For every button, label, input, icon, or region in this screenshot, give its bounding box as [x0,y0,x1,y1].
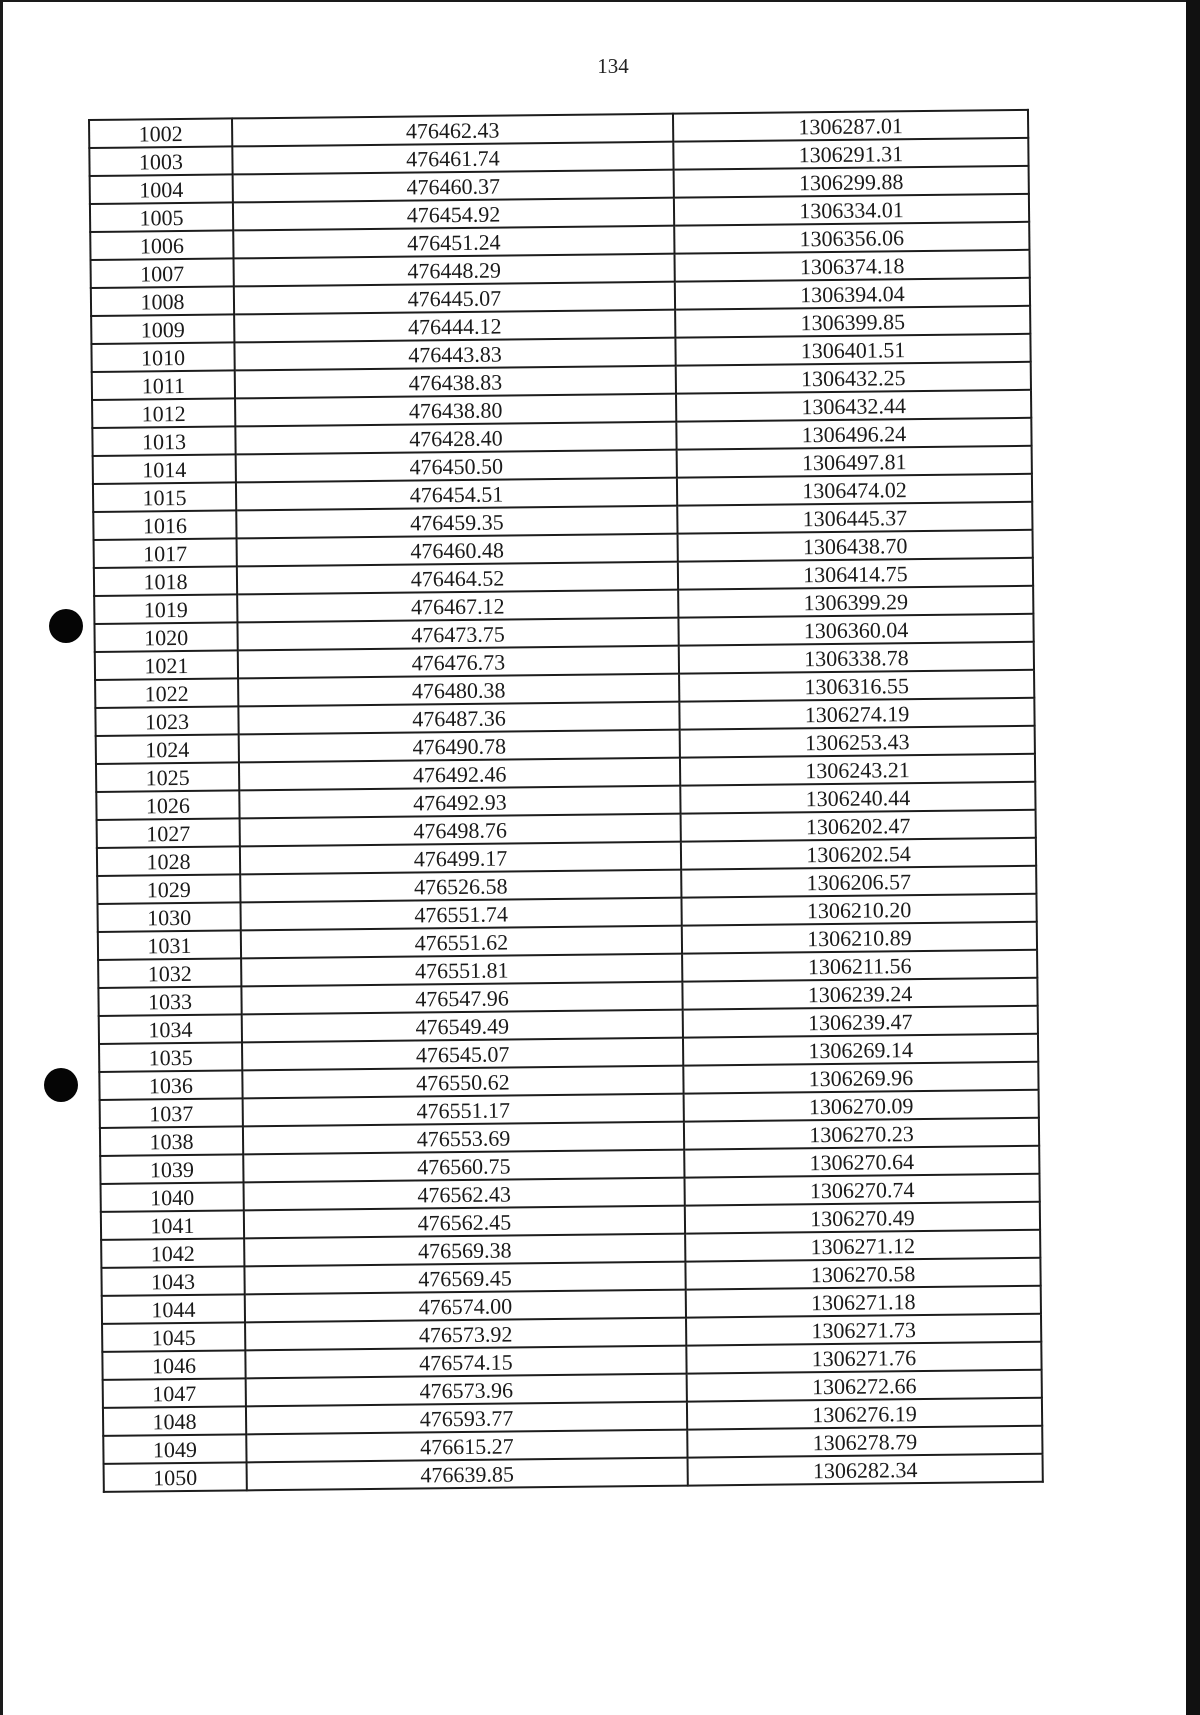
y-coordinate-cell: 1306243.21 [680,754,1035,786]
point-id-cell: 1044 [102,1294,245,1324]
x-coordinate-cell: 476490.78 [239,730,680,763]
point-id-cell: 1010 [91,342,234,372]
x-coordinate-cell: 476569.38 [244,1234,685,1267]
y-coordinate-cell: 1306287.01 [673,110,1028,142]
point-id-cell: 1033 [98,986,241,1016]
point-id-cell: 1050 [104,1462,247,1492]
x-coordinate-cell: 476454.92 [233,198,674,231]
x-coordinate-cell: 476467.12 [237,590,678,623]
x-coordinate-cell: 476443.83 [234,338,675,371]
y-coordinate-cell: 1306360.04 [678,614,1033,646]
x-coordinate-cell: 476593.77 [246,1402,687,1435]
x-coordinate-cell: 476476.73 [238,646,679,679]
y-coordinate-cell: 1306399.29 [678,586,1033,618]
y-coordinate-cell: 1306253.43 [680,726,1035,758]
y-coordinate-cell: 1306210.20 [681,894,1036,926]
point-id-cell: 1035 [99,1042,242,1072]
x-coordinate-cell: 476549.49 [242,1010,683,1043]
y-coordinate-cell: 1306474.02 [677,474,1032,506]
x-coordinate-cell: 476615.27 [246,1430,687,1463]
y-coordinate-cell: 1306291.31 [673,138,1028,170]
y-coordinate-cell: 1306274.19 [679,698,1034,730]
point-id-cell: 1048 [103,1406,246,1436]
x-coordinate-cell: 476438.83 [235,366,676,399]
y-coordinate-cell: 1306271.18 [686,1286,1041,1318]
x-coordinate-cell: 476574.15 [245,1346,686,1379]
x-coordinate-cell: 476553.69 [243,1122,684,1155]
y-coordinate-cell: 1306374.18 [674,250,1029,282]
x-coordinate-cell: 476573.92 [245,1318,686,1351]
x-coordinate-cell: 476480.38 [238,674,679,707]
x-coordinate-cell: 476460.37 [233,170,674,203]
y-coordinate-cell: 1306432.25 [676,362,1031,394]
x-coordinate-cell: 476438.80 [235,394,676,427]
y-coordinate-cell: 1306356.06 [674,222,1029,254]
y-coordinate-cell: 1306270.58 [685,1258,1040,1290]
y-coordinate-cell: 1306211.56 [682,950,1037,982]
x-coordinate-cell: 476459.35 [236,506,677,539]
page-number: 134 [597,54,629,78]
point-id-cell: 1011 [92,370,235,400]
y-coordinate-cell: 1306497.81 [677,446,1032,478]
scan-border [1186,0,1200,1715]
x-coordinate-cell: 476545.07 [242,1038,683,1071]
point-id-cell: 1020 [94,622,237,652]
y-coordinate-cell: 1306210.89 [682,922,1037,954]
point-id-cell: 1026 [96,790,239,820]
x-coordinate-cell: 476562.45 [244,1206,685,1239]
x-coordinate-cell: 476639.85 [247,1458,688,1491]
point-id-cell: 1037 [100,1098,243,1128]
point-id-cell: 1034 [99,1014,242,1044]
y-coordinate-cell: 1306438.70 [678,530,1033,562]
x-coordinate-cell: 476551.17 [243,1094,684,1127]
y-coordinate-cell: 1306316.55 [679,670,1034,702]
coordinates-table-body [89,110,1043,1492]
point-id-cell: 1019 [94,594,237,624]
point-id-cell: 1007 [91,258,234,288]
y-coordinate-cell: 1306270.74 [684,1174,1039,1206]
y-coordinate-cell: 1306432.44 [676,390,1031,422]
coordinates-table [88,109,1044,1493]
x-coordinate-cell: 476464.52 [237,562,678,595]
point-id-cell: 1012 [92,398,235,428]
x-coordinate-cell: 476462.43 [232,114,673,147]
point-id-cell: 1042 [101,1238,244,1268]
point-id-cell: 1021 [95,650,238,680]
y-coordinate-cell: 1306399.85 [675,306,1030,338]
x-coordinate-cell: 476445.07 [234,282,675,315]
punch-hole-lower [44,1068,78,1102]
point-id-cell: 1022 [95,678,238,708]
point-id-cell: 1014 [93,454,236,484]
y-coordinate-cell: 1306299.88 [674,166,1029,198]
point-id-cell: 1028 [97,846,240,876]
point-id-cell: 1002 [89,118,232,148]
x-coordinate-cell: 476573.96 [246,1374,687,1407]
x-coordinate-cell: 476574.00 [245,1290,686,1323]
x-coordinate-cell: 476550.62 [242,1066,683,1099]
point-id-cell: 1040 [101,1182,244,1212]
x-coordinate-cell: 476492.46 [239,758,680,791]
x-coordinate-cell: 476498.76 [240,814,681,847]
point-id-cell: 1004 [90,174,233,204]
point-id-cell: 1024 [96,734,239,764]
point-id-cell: 1038 [100,1126,243,1156]
y-coordinate-cell: 1306394.04 [675,278,1030,310]
y-coordinate-cell: 1306202.47 [681,810,1036,842]
point-id-cell: 1032 [98,958,241,988]
y-coordinate-cell: 1306239.24 [682,978,1037,1010]
point-id-cell: 1023 [95,706,238,736]
x-coordinate-cell: 476569.45 [244,1262,685,1295]
y-coordinate-cell: 1306271.73 [686,1314,1041,1346]
point-id-cell: 1039 [100,1154,243,1184]
point-id-cell: 1031 [98,930,241,960]
y-coordinate-cell: 1306496.24 [676,418,1031,450]
y-coordinate-cell: 1306271.12 [685,1230,1040,1262]
y-coordinate-cell: 1306202.54 [681,838,1036,870]
y-coordinate-cell: 1306414.75 [678,558,1033,590]
y-coordinate-cell: 1306240.44 [680,782,1035,814]
x-coordinate-cell: 476454.51 [236,478,677,511]
y-coordinate-cell: 1306271.76 [686,1342,1041,1374]
point-id-cell: 1036 [99,1070,242,1100]
scanned-page [3,2,1186,1715]
x-coordinate-cell: 476562.43 [244,1178,685,1211]
point-id-cell: 1043 [101,1266,244,1296]
point-id-cell: 1003 [89,146,232,176]
point-id-cell: 1045 [102,1322,245,1352]
point-id-cell: 1018 [94,566,237,596]
x-coordinate-cell: 476473.75 [237,618,678,651]
x-coordinate-cell: 476487.36 [238,702,679,735]
y-coordinate-cell: 1306270.49 [685,1202,1040,1234]
x-coordinate-cell: 476551.62 [241,926,682,959]
point-id-cell: 1015 [93,482,236,512]
point-id-cell: 1017 [94,538,237,568]
x-coordinate-cell: 476526.58 [240,870,681,903]
point-id-cell: 1016 [93,510,236,540]
point-id-cell: 1008 [91,286,234,316]
y-coordinate-cell: 1306239.47 [683,1006,1038,1038]
x-coordinate-cell: 476448.29 [234,254,675,287]
y-coordinate-cell: 1306270.64 [684,1146,1039,1178]
x-coordinate-cell: 476461.74 [232,142,673,175]
y-coordinate-cell: 1306269.14 [683,1034,1038,1066]
point-id-cell: 1005 [90,202,233,232]
point-id-cell: 1006 [90,230,233,260]
x-coordinate-cell: 476551.81 [241,954,682,987]
point-id-cell: 1029 [97,874,240,904]
point-id-cell: 1027 [97,818,240,848]
y-coordinate-cell: 1306278.79 [687,1426,1042,1458]
x-coordinate-cell: 476560.75 [243,1150,684,1183]
x-coordinate-cell: 476444.12 [234,310,675,343]
point-id-cell: 1013 [92,426,235,456]
x-coordinate-cell: 476450.50 [236,450,677,483]
x-coordinate-cell: 476492.93 [239,786,680,819]
x-coordinate-cell: 476451.24 [233,226,674,259]
punch-hole-upper [49,609,83,643]
y-coordinate-cell: 1306270.23 [684,1118,1039,1150]
y-coordinate-cell: 1306206.57 [681,866,1036,898]
y-coordinate-cell: 1306282.34 [688,1454,1043,1486]
x-coordinate-cell: 476428.40 [235,422,676,455]
point-id-cell: 1025 [96,762,239,792]
point-id-cell: 1046 [102,1350,245,1380]
point-id-cell: 1030 [97,902,240,932]
x-coordinate-cell: 476551.74 [240,898,681,931]
x-coordinate-cell: 476547.96 [241,982,682,1015]
y-coordinate-cell: 1306270.09 [684,1090,1039,1122]
y-coordinate-cell: 1306272.66 [687,1370,1042,1402]
point-id-cell: 1047 [103,1378,246,1408]
point-id-cell: 1041 [101,1210,244,1240]
point-id-cell: 1049 [103,1434,246,1464]
y-coordinate-cell: 1306269.96 [683,1062,1038,1094]
y-coordinate-cell: 1306334.01 [674,194,1029,226]
y-coordinate-cell: 1306445.37 [677,502,1032,534]
x-coordinate-cell: 476499.17 [240,842,681,875]
y-coordinate-cell: 1306276.19 [687,1398,1042,1430]
y-coordinate-cell: 1306401.51 [675,334,1030,366]
point-id-cell: 1009 [91,314,234,344]
x-coordinate-cell: 476460.48 [237,534,678,567]
y-coordinate-cell: 1306338.78 [679,642,1034,674]
